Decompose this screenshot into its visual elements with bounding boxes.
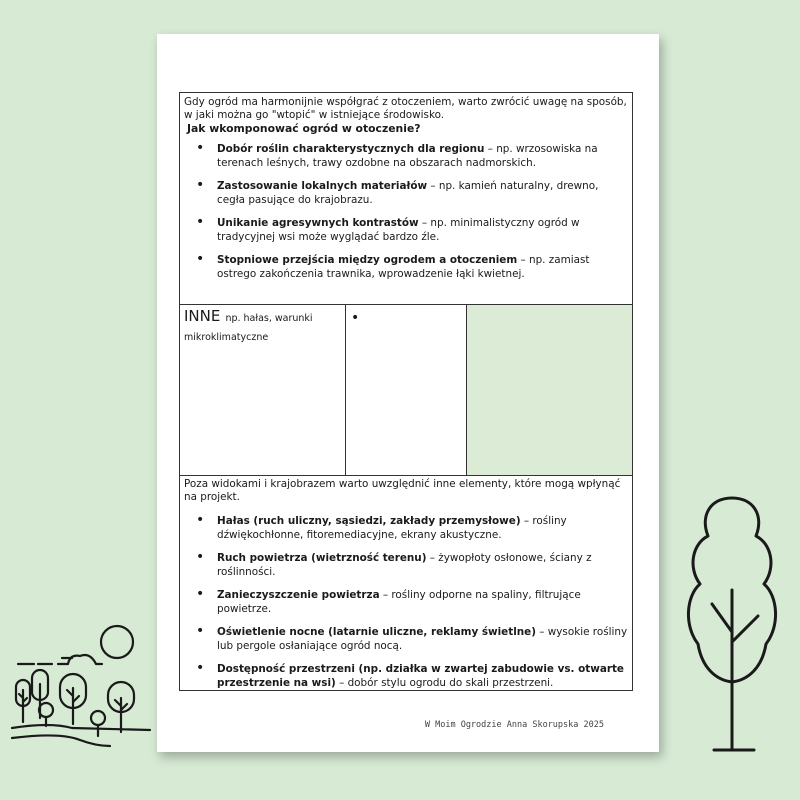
other-factors-section	[180, 476, 632, 690]
section-intro: Poza widokami i krajobrazem warto uwzględnić inne elementy, które mogą wpłynąć na projekt.	[184, 478, 621, 503]
footer-credit: W Moim Ogrodzie Anna Skorupska 2025	[424, 720, 604, 730]
list-item: • Oświetlenie nocne (latarnie uliczne, reklamy świetlne) – wysokie rośliny lub pergole osłaniające ogród nocą.	[210, 626, 628, 653]
list-item: • Unikanie agresywnych kontrastów – np. minimalistyczny ogród w tradycyjnej wsi może wyglądać bardzo źle.	[210, 217, 628, 244]
inne-shaded-cell[interactable]	[467, 305, 632, 475]
list-item: • Dostępność przestrzeni (np. działka w zwartej zabudowie vs. otwarte przestrzenie na wsi) – dobór stylu ogrodu do skali przestrzeni.	[210, 663, 628, 690]
bullet-list	[184, 515, 628, 690]
section-intro: Gdy ogród ma harmonijnie współgrać z otoczeniem, warto zwrócić uwagę na sposób, w jaki można go "wtopić" w istniejące środowisko.	[184, 96, 627, 121]
worksheet-table	[179, 92, 633, 691]
inne-label-cell	[180, 305, 346, 475]
bullet-list	[184, 143, 628, 281]
inne-title: INNE	[184, 307, 221, 325]
list-item: • Zanieczyszczenie powietrza – rośliny odporne na spaliny, filtrujące powietrze.	[210, 589, 628, 616]
inne-notes-cell[interactable]	[346, 305, 467, 475]
inne-note: np. hałas, warunki mikroklimatyczne	[184, 313, 313, 343]
tree-icon	[682, 492, 782, 758]
inne-row	[180, 305, 632, 476]
list-item: • Dobór roślin charakterystycznych dla regionu – np. wrzosowiska na terenach leśnych, trawy ozdobne na obszarach nadmorskich.	[210, 143, 628, 170]
park-trees-icon	[10, 618, 155, 758]
list-item: • Zastosowanie lokalnych materiałów – np. kamień naturalny, drewno, cegła pasujące do krajobrazu.	[210, 180, 628, 207]
list-item: • Stopniowe przejścia między ogrodem a otoczeniem – np. zamiast ostrego zakończenia trawnika, wprowadzenie łąki kwietnej.	[210, 254, 628, 281]
worksheet-page	[157, 34, 659, 752]
list-item: • Ruch powietrza (wietrzność terenu) – żywopłoty osłonowe, ściany z roślinności.	[210, 552, 628, 579]
section-heading: Jak wkomponować ogród w otoczenie?	[187, 122, 421, 135]
empty-bullet: •	[351, 310, 360, 326]
surroundings-section	[180, 93, 632, 305]
list-item: • Hałas (ruch uliczny, sąsiedzi, zakłady przemysłowe) – rośliny dźwiękochłonne, fitoremediacyjne, ekrany akustyczne.	[210, 515, 628, 542]
